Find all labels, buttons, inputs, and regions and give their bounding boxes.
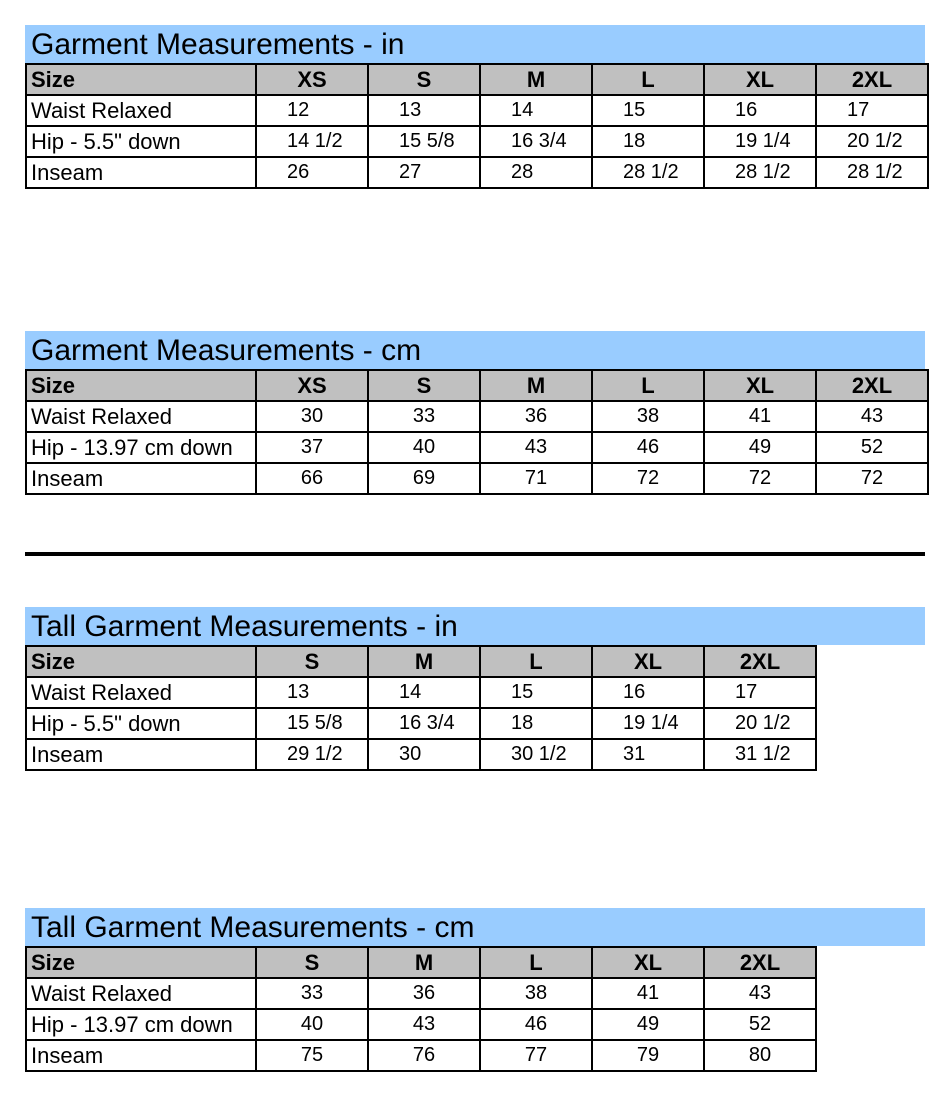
table-cell: 20 1/2 (704, 708, 816, 739)
table-cell: 33 (256, 978, 368, 1009)
size-chart-section-in (25, 25, 929, 189)
table-cell: 52 (704, 1009, 816, 1040)
header-size-m: M (368, 947, 480, 978)
table-cell: 16 3/4 (480, 126, 592, 157)
table-cell: 79 (592, 1040, 704, 1071)
header-size-xs: XS (256, 64, 368, 95)
table-cell: 46 (592, 432, 704, 463)
row-label: Inseam (26, 157, 256, 188)
header-size-label: Size (26, 646, 256, 677)
table-row (26, 677, 816, 708)
row-label: Waist Relaxed (26, 677, 256, 708)
header-row (26, 646, 816, 677)
table-cell: 31 1/2 (704, 739, 816, 770)
row-label: Hip - 13.97 cm down (26, 1009, 256, 1040)
table-cell: 80 (704, 1040, 816, 1071)
header-size-l: L (480, 646, 592, 677)
table-row (26, 157, 928, 188)
table-cell: 15 (592, 95, 704, 126)
header-row (26, 370, 928, 401)
table-cell: 41 (592, 978, 704, 1009)
section-divider (25, 552, 925, 556)
header-size-s: S (368, 370, 480, 401)
table-cell: 40 (368, 432, 480, 463)
header-size-2xl: 2XL (704, 947, 816, 978)
table-cell: 30 (256, 401, 368, 432)
table-row (26, 1040, 816, 1071)
table-cell: 18 (592, 126, 704, 157)
table-cell: 33 (368, 401, 480, 432)
row-label: Inseam (26, 739, 256, 770)
size-chart-table (25, 645, 817, 771)
header-size-xl: XL (592, 947, 704, 978)
table-cell: 13 (368, 95, 480, 126)
table-cell: 36 (368, 978, 480, 1009)
table-cell: 27 (368, 157, 480, 188)
table-title: Tall Garment Measurements - cm (25, 908, 925, 946)
header-size-label: Size (26, 370, 256, 401)
table-row (26, 1009, 816, 1040)
header-size-s: S (368, 64, 480, 95)
table-cell: 38 (592, 401, 704, 432)
table-cell: 66 (256, 463, 368, 494)
header-size-m: M (368, 646, 480, 677)
size-chart-table (25, 63, 929, 189)
table-cell: 37 (256, 432, 368, 463)
table-row (26, 978, 816, 1009)
table-cell: 19 1/4 (704, 126, 816, 157)
table-cell: 40 (256, 1009, 368, 1040)
header-size-s: S (256, 947, 368, 978)
table-cell: 18 (480, 708, 592, 739)
header-size-2xl: 2XL (704, 646, 816, 677)
size-chart-table (25, 369, 929, 495)
header-size-xl: XL (592, 646, 704, 677)
table-cell: 14 (368, 677, 480, 708)
table-cell: 72 (816, 463, 928, 494)
table-cell: 31 (592, 739, 704, 770)
header-size-2xl: 2XL (816, 64, 928, 95)
header-size-l: L (592, 64, 704, 95)
table-cell: 69 (368, 463, 480, 494)
table-cell: 49 (704, 432, 816, 463)
table-cell: 38 (480, 978, 592, 1009)
table-cell: 43 (480, 432, 592, 463)
table-cell: 43 (368, 1009, 480, 1040)
table-cell: 77 (480, 1040, 592, 1071)
table-row (26, 708, 816, 739)
size-chart-table (25, 946, 817, 1072)
table-row (26, 95, 928, 126)
table-title: Garment Measurements - in (25, 25, 925, 63)
table-cell: 76 (368, 1040, 480, 1071)
table-cell: 43 (816, 401, 928, 432)
row-label: Waist Relaxed (26, 95, 256, 126)
table-row (26, 126, 928, 157)
table-cell: 28 1/2 (592, 157, 704, 188)
table-row (26, 463, 928, 494)
tall-size-chart-section-cm (25, 908, 925, 1072)
row-label: Hip - 13.97 cm down (26, 432, 256, 463)
header-size-xl: XL (704, 64, 816, 95)
header-row (26, 947, 816, 978)
table-cell: 26 (256, 157, 368, 188)
table-cell: 29 1/2 (256, 739, 368, 770)
table-cell: 28 (480, 157, 592, 188)
header-size-l: L (592, 370, 704, 401)
table-row (26, 739, 816, 770)
table-cell: 16 (592, 677, 704, 708)
table-cell: 28 1/2 (816, 157, 928, 188)
header-size-label: Size (26, 64, 256, 95)
size-chart-section-cm (25, 331, 929, 495)
table-cell: 15 5/8 (256, 708, 368, 739)
row-label: Inseam (26, 1040, 256, 1071)
row-label: Waist Relaxed (26, 401, 256, 432)
table-cell: 72 (704, 463, 816, 494)
table-cell: 46 (480, 1009, 592, 1040)
header-size-s: S (256, 646, 368, 677)
header-size-xs: XS (256, 370, 368, 401)
table-cell: 75 (256, 1040, 368, 1071)
table-cell: 30 (368, 739, 480, 770)
table-cell: 20 1/2 (816, 126, 928, 157)
tall-size-chart-section-in (25, 607, 925, 771)
row-label: Hip - 5.5" down (26, 126, 256, 157)
table-title: Garment Measurements - cm (25, 331, 925, 369)
table-cell: 14 (480, 95, 592, 126)
table-cell: 72 (592, 463, 704, 494)
header-size-l: L (480, 947, 592, 978)
table-cell: 36 (480, 401, 592, 432)
row-label: Hip - 5.5" down (26, 708, 256, 739)
header-size-label: Size (26, 947, 256, 978)
table-cell: 15 (480, 677, 592, 708)
table-row (26, 432, 928, 463)
table-cell: 17 (704, 677, 816, 708)
row-label: Waist Relaxed (26, 978, 256, 1009)
table-title: Tall Garment Measurements - in (25, 607, 925, 645)
header-row (26, 64, 928, 95)
table-cell: 43 (704, 978, 816, 1009)
table-cell: 13 (256, 677, 368, 708)
header-size-xl: XL (704, 370, 816, 401)
header-size-m: M (480, 64, 592, 95)
table-cell: 41 (704, 401, 816, 432)
table-cell: 17 (816, 95, 928, 126)
table-cell: 28 1/2 (704, 157, 816, 188)
table-cell: 30 1/2 (480, 739, 592, 770)
table-row (26, 401, 928, 432)
header-size-2xl: 2XL (816, 370, 928, 401)
table-cell: 15 5/8 (368, 126, 480, 157)
row-label: Inseam (26, 463, 256, 494)
table-cell: 14 1/2 (256, 126, 368, 157)
table-cell: 19 1/4 (592, 708, 704, 739)
table-cell: 16 (704, 95, 816, 126)
table-cell: 49 (592, 1009, 704, 1040)
table-cell: 16 3/4 (368, 708, 480, 739)
table-cell: 52 (816, 432, 928, 463)
table-cell: 12 (256, 95, 368, 126)
table-cell: 71 (480, 463, 592, 494)
header-size-m: M (480, 370, 592, 401)
